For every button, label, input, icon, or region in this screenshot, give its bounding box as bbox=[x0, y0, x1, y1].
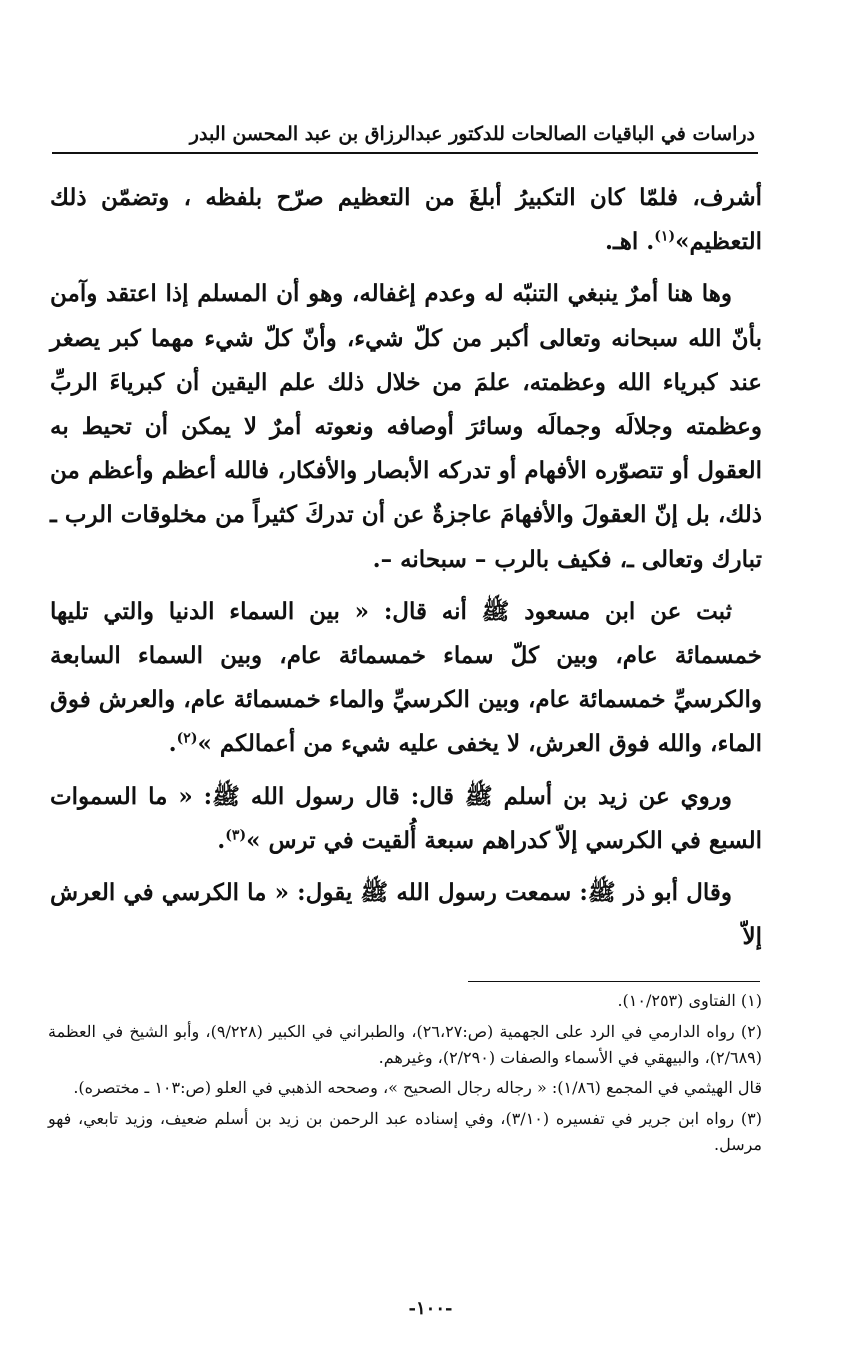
footnote-2: (٢) رواه الدارمي في الرد على الجهمية (ص:٢٦،٢٧)، والطبراني في الكبير (٩/٢٢٨)، وأبو الشيخ في العظمة (٢/٦٨٩)، والبيهقي في الأسماء والصفات (٢/٢٩٠)، وغيرهم. bbox=[48, 1022, 762, 1067]
paragraph-4 bbox=[50, 775, 762, 863]
footnote-ref-3: (٣) bbox=[225, 827, 247, 844]
footnote-1: (١) الفتاوى (١٠/٢٥٣). bbox=[617, 991, 762, 1010]
page-number: -١٠٠- bbox=[408, 1298, 453, 1319]
main-text bbox=[50, 176, 762, 959]
header-rule bbox=[52, 152, 758, 154]
paragraph-3-text: ثبت عن ابن مسعود ﷺ أنه قال: « بين السماء الدنيا والتي تليها خمسمائة عام، وبين كلّ سماء خمسمائة عام، وبين السماء السابعة والكرسيِّ خمسمائة عام، وبين الكرسيِّ والماء خمسمائة عام، والعرش فوق الماء، والله فوق العرش، لا يخفى عليه شيء من أعمالكم » bbox=[50, 597, 762, 758]
footnote-ref-1: (١) bbox=[654, 228, 676, 245]
paragraph-1-text: أشرف، فلمّا كان التكبيرُ أبلغَ من التعظيم صرّح بلفظه ، وتضمّن ذلك التعظيم» bbox=[50, 184, 762, 256]
paragraph-4-text: وروي عن زيد بن أسلم ﷺ قال: قال رسول الله ﷺ: « ما السموات السبع في الكرسي إلاّ كدراهم سبعة أُلقيت في ترس » bbox=[50, 782, 762, 854]
footnote-separator bbox=[468, 981, 760, 982]
paragraph-5: وقال أبو ذر ﷺ: سمعت رسول الله ﷺ يقول: « ما الكرسي في العرش إلاّ bbox=[50, 879, 762, 951]
running-header: دراسات في الباقيات الصالحات للدكتور عبدالرزاق بن عبد المحسن البدر bbox=[189, 123, 755, 145]
footnote-ref-2: (٢) bbox=[176, 730, 198, 747]
footnotes bbox=[48, 988, 762, 1163]
paragraph-4-end: . bbox=[217, 826, 226, 854]
paragraph-3 bbox=[50, 590, 762, 767]
paragraph-1-end: . اهـ. bbox=[605, 228, 655, 256]
paragraph-2: وها هنا أمرٌ ينبغي التنبّه له وعدم إغفاله، وهو أن المسلم إذا اعتقد وآمن بأنّ الله سبحانه وتعالى أكبر من كلّ شيء، وأنّ كلّ شيء مهما كبر يصغر عند كبرياء الله وعظمته، علمَ من خلال ذلك علم اليقين أن كبرياءَ الربِّ وعظمته وجلالَه وجمالَه وسائرَ أوصافه ونعوته أمرٌ لا يمكن أن تحيط به العقول أو تتصوّره الأفهام أو تدركه الأبصار والأفكار، فالله أعظم وأعظم من ذلك، بل إنّ العقولَ والأفهامَ عاجزةٌ عن أن تدركَ كثيراً من مخلوقات الرب ـ تبارك وتعالى ـ، فكيف بالرب – سبحانه –. bbox=[50, 280, 762, 573]
paragraph-3-end: . bbox=[168, 730, 177, 758]
paragraph-1 bbox=[50, 176, 762, 264]
footnote-2-continuation: قال الهيثمي في المجمع (١/٨٦): « رجاله رجال الصحيح »، وصححه الذهبي في العلو (ص:١٠٣ ـ مختصره). bbox=[73, 1078, 762, 1097]
footnote-3: (٣) رواه ابن جرير في تفسيره (٣/١٠)، وفي إسناده عبد الرحمن بن زيد بن أسلم ضعيف، وزيد تابعي، فهو مرسل. bbox=[48, 1109, 762, 1154]
